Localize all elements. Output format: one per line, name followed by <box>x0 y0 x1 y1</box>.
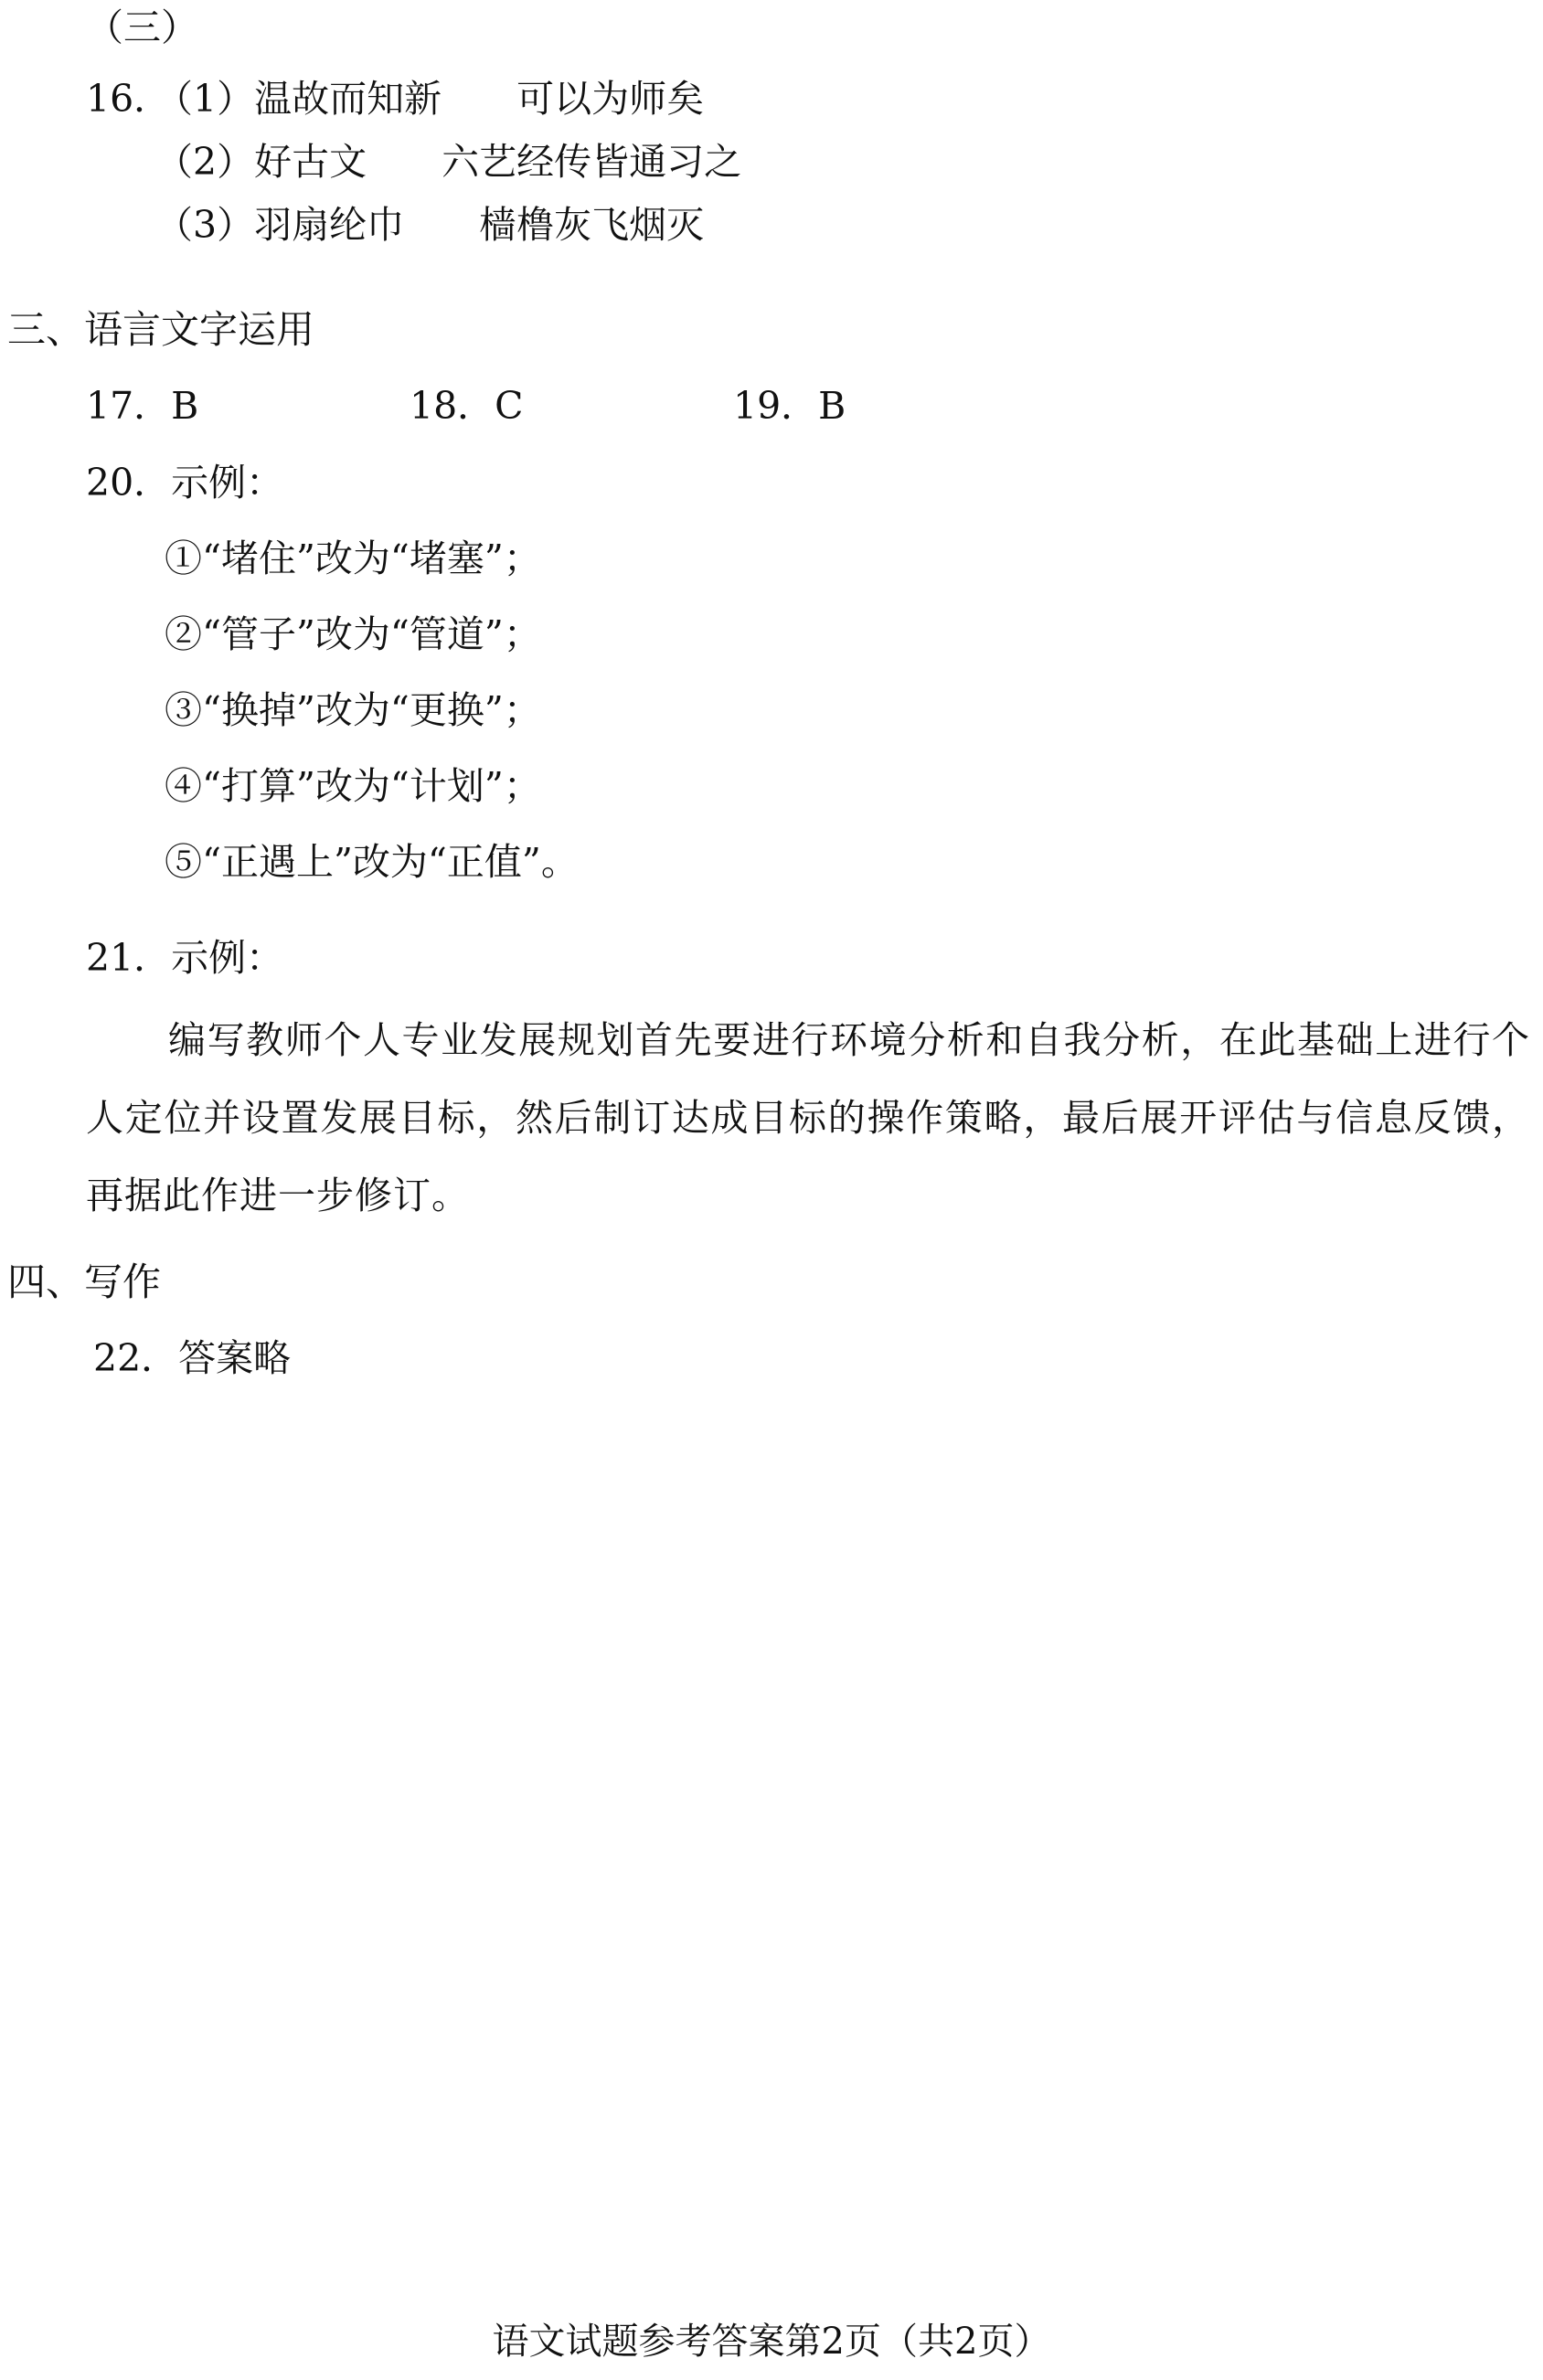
section-heading-three: 三、语言文字运用 <box>7 307 315 352</box>
question-17-answer: 17．B <box>86 384 199 428</box>
question-16-number: 16． <box>86 77 172 121</box>
question-19-answer: 19．B <box>733 384 846 428</box>
question-20-item-4: ④“打算”改为“计划”； <box>165 764 541 808</box>
question-18-answer: 18．C <box>410 384 524 428</box>
question-16-answer-2: （2）好古文 六艺经传皆通习之 <box>155 140 742 184</box>
page-footer: 语文试题参考答案第2页（共2页） <box>492 2321 1051 2363</box>
question-20-item-3: ③“换掉”改为“更换”； <box>165 688 541 732</box>
question-22-answer: 22．答案略 <box>93 1336 292 1380</box>
section-heading-four: 四、写作 <box>7 1259 162 1304</box>
question-20-item-1: ①“堵住”改为“堵塞”； <box>165 537 541 580</box>
question-20-item-2: ②“管子”改为“管道”； <box>165 612 541 656</box>
question-16-answer-1: （1）温故而知新 可以为师矣 <box>155 77 705 121</box>
question-20-label: 20．示例： <box>86 461 284 505</box>
question-21-label: 21．示例： <box>86 936 284 980</box>
subsection-heading: （三） <box>86 5 198 49</box>
question-20-item-5: ⑤“正遇上”改为“正值”。 <box>165 840 579 884</box>
question-16-answer-3: （3）羽扇纶巾 樯橹灰飞烟灭 <box>155 203 705 247</box>
question-21-paragraph: 编写教师个人专业发展规划首先要进行环境分析和自我分析，在此基础上进行个人定位并设置发展目标，然后制订达成目标的操作策略，最后展开评估与信息反馈，再据此作进一步修订。 <box>86 1018 1530 1217</box>
